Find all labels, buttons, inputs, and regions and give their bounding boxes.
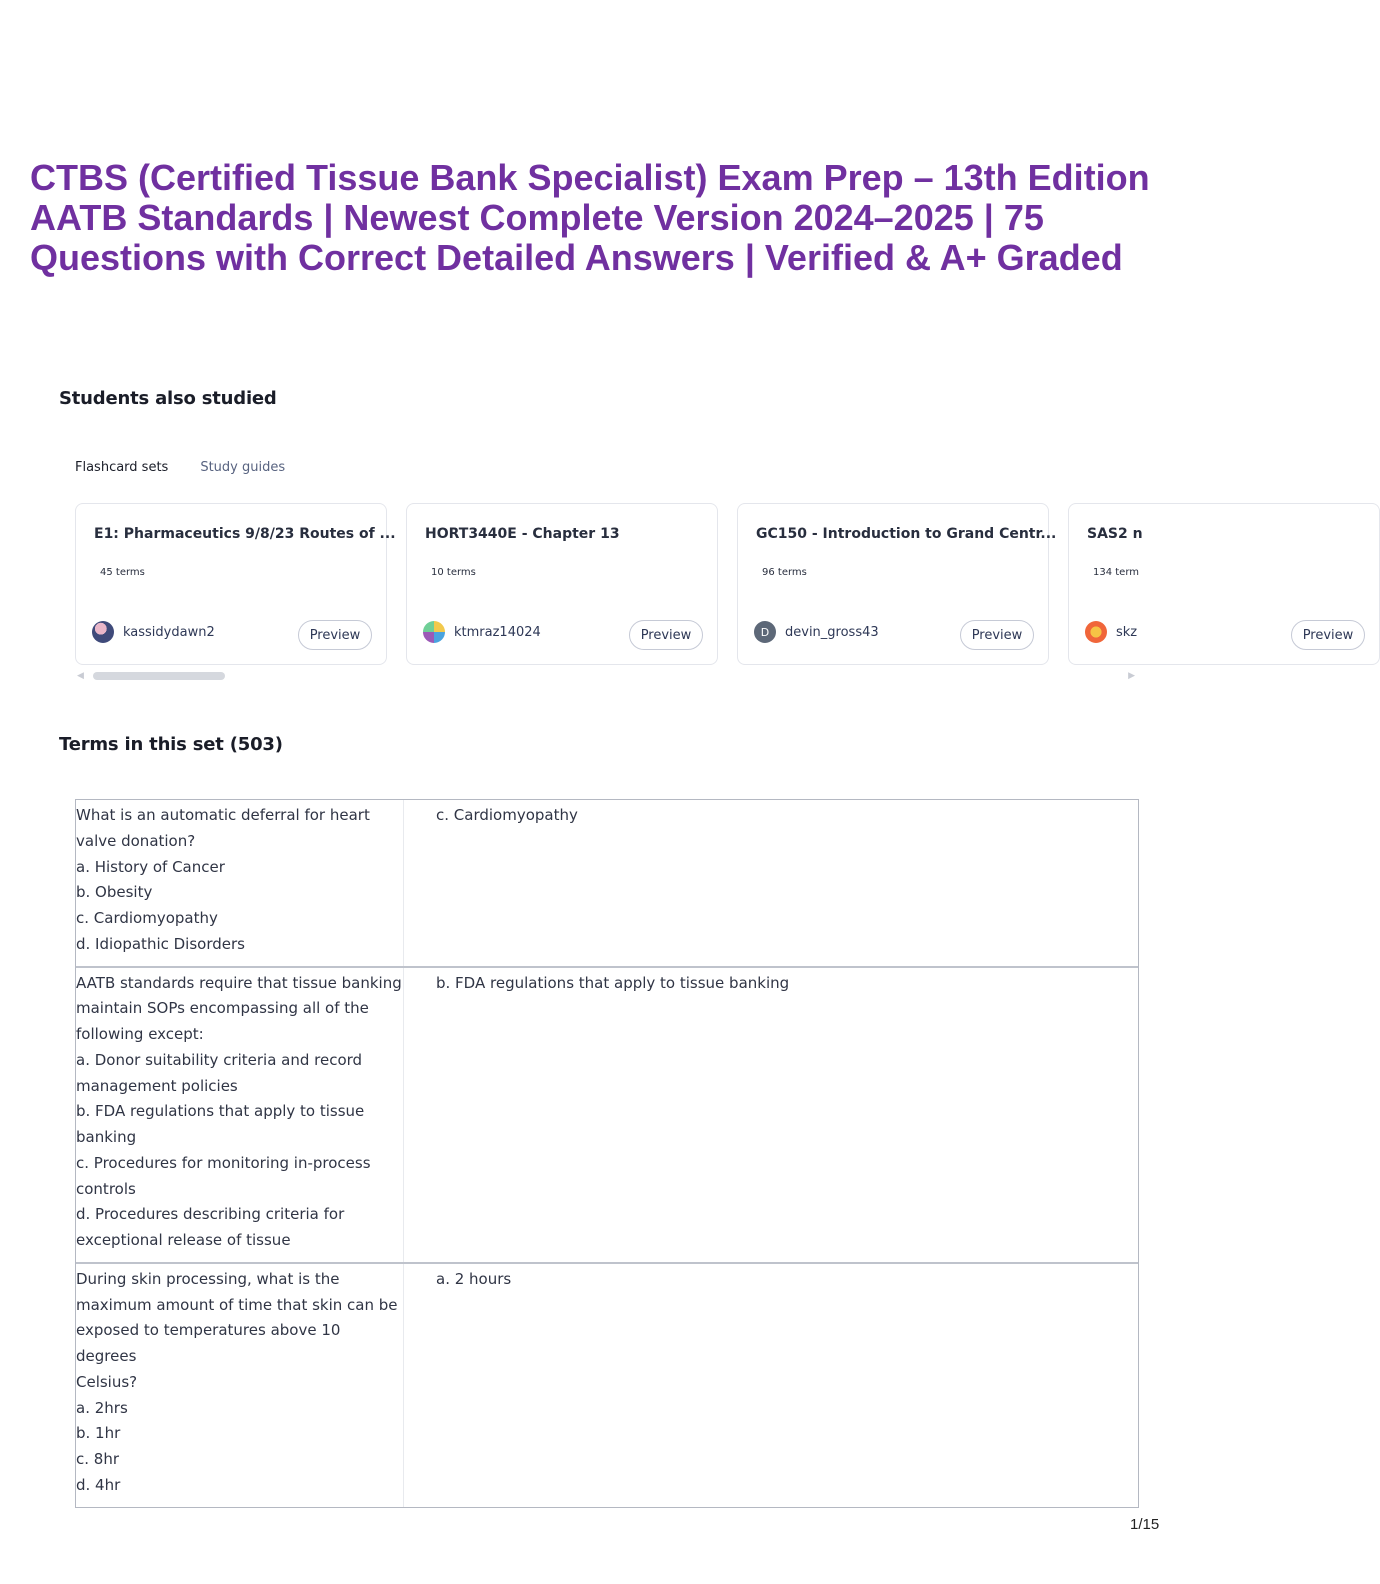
question-line: exposed to temperatures above 10 degrees bbox=[76, 1321, 341, 1365]
flashcard-set-card[interactable] bbox=[406, 503, 718, 665]
avatar: D bbox=[754, 621, 776, 643]
carousel-scrollbar[interactable] bbox=[75, 670, 1139, 682]
term-row bbox=[76, 1264, 1138, 1507]
preview-button[interactable]: Preview bbox=[298, 620, 372, 650]
term-row bbox=[76, 968, 1138, 1264]
term-question bbox=[76, 800, 404, 966]
question-line: management policies bbox=[76, 1076, 238, 1095]
avatar bbox=[423, 621, 445, 643]
tab-flashcard-sets[interactable]: Flashcard sets bbox=[75, 460, 169, 475]
question-line: Celsius? bbox=[76, 1372, 138, 1391]
card-username[interactable]: skz bbox=[1116, 625, 1138, 640]
flashcard-set-card[interactable] bbox=[737, 503, 1057, 665]
question-line: valve donation? bbox=[76, 831, 196, 850]
card-username[interactable]: ktmraz14024 bbox=[454, 625, 541, 640]
card-title[interactable]: SAS2 n bbox=[1087, 526, 1143, 542]
preview-button[interactable]: Preview bbox=[629, 620, 703, 650]
scroll-right-arrow-icon[interactable]: ▶ bbox=[1128, 671, 1135, 681]
students-also-studied-heading: Students also studied bbox=[59, 388, 277, 409]
question-line: What is an automatic deferral for heart bbox=[76, 806, 370, 824]
question-line: a. History of Cancer bbox=[76, 857, 225, 876]
question-line: d. Idiopathic Disorders bbox=[76, 934, 245, 953]
question-line: c. 8hr bbox=[76, 1450, 120, 1468]
card-term-count: 10 terms bbox=[431, 567, 476, 578]
term-answer: b. FDA regulations that apply to tissue banking bbox=[436, 973, 790, 992]
flashcard-carousel bbox=[75, 503, 1354, 668]
scroll-left-arrow-icon[interactable]: ◀ bbox=[77, 671, 84, 681]
card-username[interactable]: devin_gross43 bbox=[785, 625, 879, 640]
question-line: a. Donor suitability criteria and record bbox=[76, 1050, 363, 1069]
question-line: c. Cardiomyopathy bbox=[76, 909, 218, 927]
question-line: b. 1hr bbox=[76, 1424, 121, 1443]
card-term-count: 134 term bbox=[1093, 567, 1140, 578]
question-line: controls bbox=[76, 1179, 136, 1198]
title-line: AATB Standards | Newest Complete Version 2024–2025 | 75 bbox=[30, 197, 1044, 238]
flashcard-set-card[interactable] bbox=[1068, 503, 1380, 665]
document-title bbox=[30, 158, 1190, 278]
question-line: b. FDA regulations that apply to tissue bbox=[76, 1102, 365, 1121]
question-line: following except: bbox=[76, 1025, 204, 1043]
study-tabs bbox=[75, 460, 285, 475]
avatar bbox=[1085, 621, 1107, 643]
card-term-count: 96 terms bbox=[762, 567, 807, 578]
avatar bbox=[92, 621, 114, 643]
preview-button[interactable]: Preview bbox=[960, 620, 1034, 650]
question-line: d. Procedures describing criteria for bbox=[76, 1205, 345, 1224]
question-line: exceptional release of tissue bbox=[76, 1231, 291, 1249]
question-line: b. Obesity bbox=[76, 883, 153, 902]
page-number: 1/15 bbox=[1130, 1516, 1160, 1533]
card-term-count: 45 terms bbox=[100, 567, 145, 578]
scroll-thumb[interactable] bbox=[93, 672, 225, 680]
card-title[interactable]: HORT3440E - Chapter 13 bbox=[425, 526, 620, 542]
terms-heading: Terms in this set (503) bbox=[59, 734, 283, 755]
term-question bbox=[76, 968, 404, 1262]
card-username[interactable]: kassidydawn2 bbox=[123, 625, 215, 640]
card-title[interactable]: GC150 - Introduction to Grand Centr... bbox=[756, 526, 1057, 542]
flashcard-set-card[interactable] bbox=[75, 503, 396, 665]
title-line: Questions with Correct Detailed Answers | Verified & A+ Graded bbox=[30, 237, 1123, 278]
question-line: a. 2hrs bbox=[76, 1398, 128, 1417]
title-line: CTBS (Certified Tissue Bank Specialist) Exam Prep – 13th Edition bbox=[30, 157, 1150, 198]
preview-button[interactable]: Preview bbox=[1291, 620, 1365, 650]
term-row bbox=[76, 800, 1138, 968]
question-line: maintain SOPs encompassing all of the bbox=[76, 999, 369, 1018]
question-line: During skin processing, what is the bbox=[76, 1269, 340, 1288]
term-answer: c. Cardiomyopathy bbox=[436, 806, 578, 824]
question-line: maximum amount of time that skin can be bbox=[76, 1295, 398, 1314]
terms-table bbox=[75, 799, 1139, 1508]
tab-study-guides[interactable]: Study guides bbox=[200, 460, 286, 475]
card-title[interactable]: E1: Pharmaceutics 9/8/23 Routes of ... bbox=[94, 526, 396, 542]
question-line: c. Procedures for monitoring in-process bbox=[76, 1153, 371, 1172]
term-question bbox=[76, 1264, 404, 1507]
question-line: banking bbox=[76, 1128, 137, 1146]
question-line: AATB standards require that tissue banking bbox=[76, 973, 402, 992]
question-line: d. 4hr bbox=[76, 1475, 121, 1494]
term-answer: a. 2 hours bbox=[436, 1269, 512, 1288]
